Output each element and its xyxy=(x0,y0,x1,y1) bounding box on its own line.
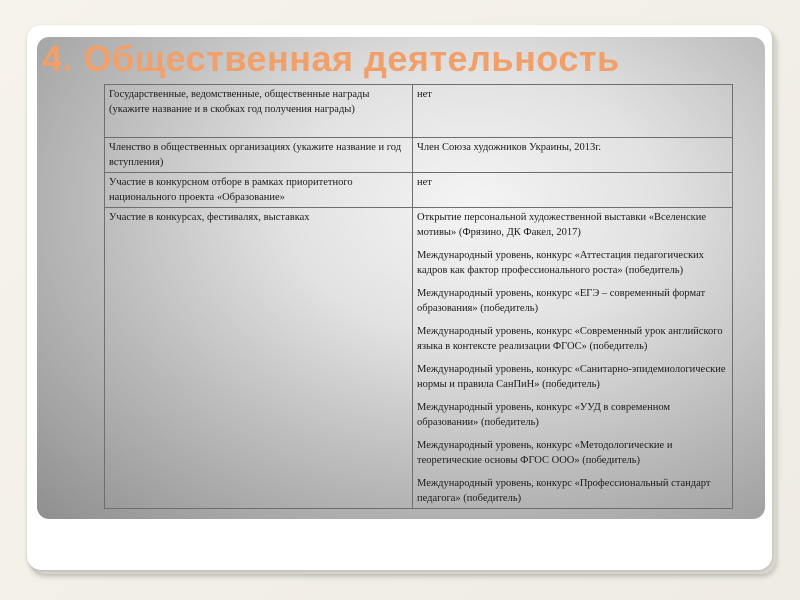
contest-list-cell xyxy=(413,208,733,509)
activity-table xyxy=(104,84,733,509)
row-label: Участие в конкурсах, фестивалях, выставках xyxy=(105,208,413,509)
list-item: Международный уровень, конкурс «Профессиональный стандарт педагога» (победитель) xyxy=(417,478,711,504)
list-item: Международный уровень, конкурс «Санитарно-эпидемиологические нормы и правила СанПиН» (победитель) xyxy=(417,364,726,390)
list-item: Международный уровень, конкурс «Современный урок английского языка в контексте реализации ФГОС» (победитель) xyxy=(417,326,723,352)
row-value: Член Союза художников Украины, 2013г. xyxy=(413,138,733,173)
table-row xyxy=(105,138,733,173)
row-label: Членство в общественных организациях (укажите название и год вступления) xyxy=(105,138,413,173)
table-row xyxy=(105,208,733,509)
slide-title: 4. Общественная деятельность xyxy=(42,38,620,79)
list-item: Международный уровень, конкурс «ЕГЭ – современный формат образования» (победитель) xyxy=(417,288,706,314)
table-row xyxy=(105,173,733,208)
row-label: Государственные, ведомственные, общественные награды (укажите название и в скобках год получения награды) xyxy=(105,85,413,138)
row-value: нет xyxy=(413,85,733,138)
list-item: Международный уровень, конкурс «Аттестация педагогических кадров как фактор профессионального роста» (победитель) xyxy=(417,250,704,276)
row-label: Участие в конкурсном отборе в рамках приоритетного национального проекта «Образование» xyxy=(105,173,413,208)
table-row xyxy=(105,85,733,138)
list-item: Открытие персональной художественной выставки «Вселенские мотивы» (Фрязино, ДК Факел, 2017) xyxy=(417,212,706,238)
row-value: нет xyxy=(413,173,733,208)
list-item: Международный уровень, конкурс «Методологические и теоретические основы ФГОС ООО» (победитель) xyxy=(417,440,673,466)
list-item: Международный уровень, конкурс «УУД в современном образовании» (победитель) xyxy=(417,402,671,428)
